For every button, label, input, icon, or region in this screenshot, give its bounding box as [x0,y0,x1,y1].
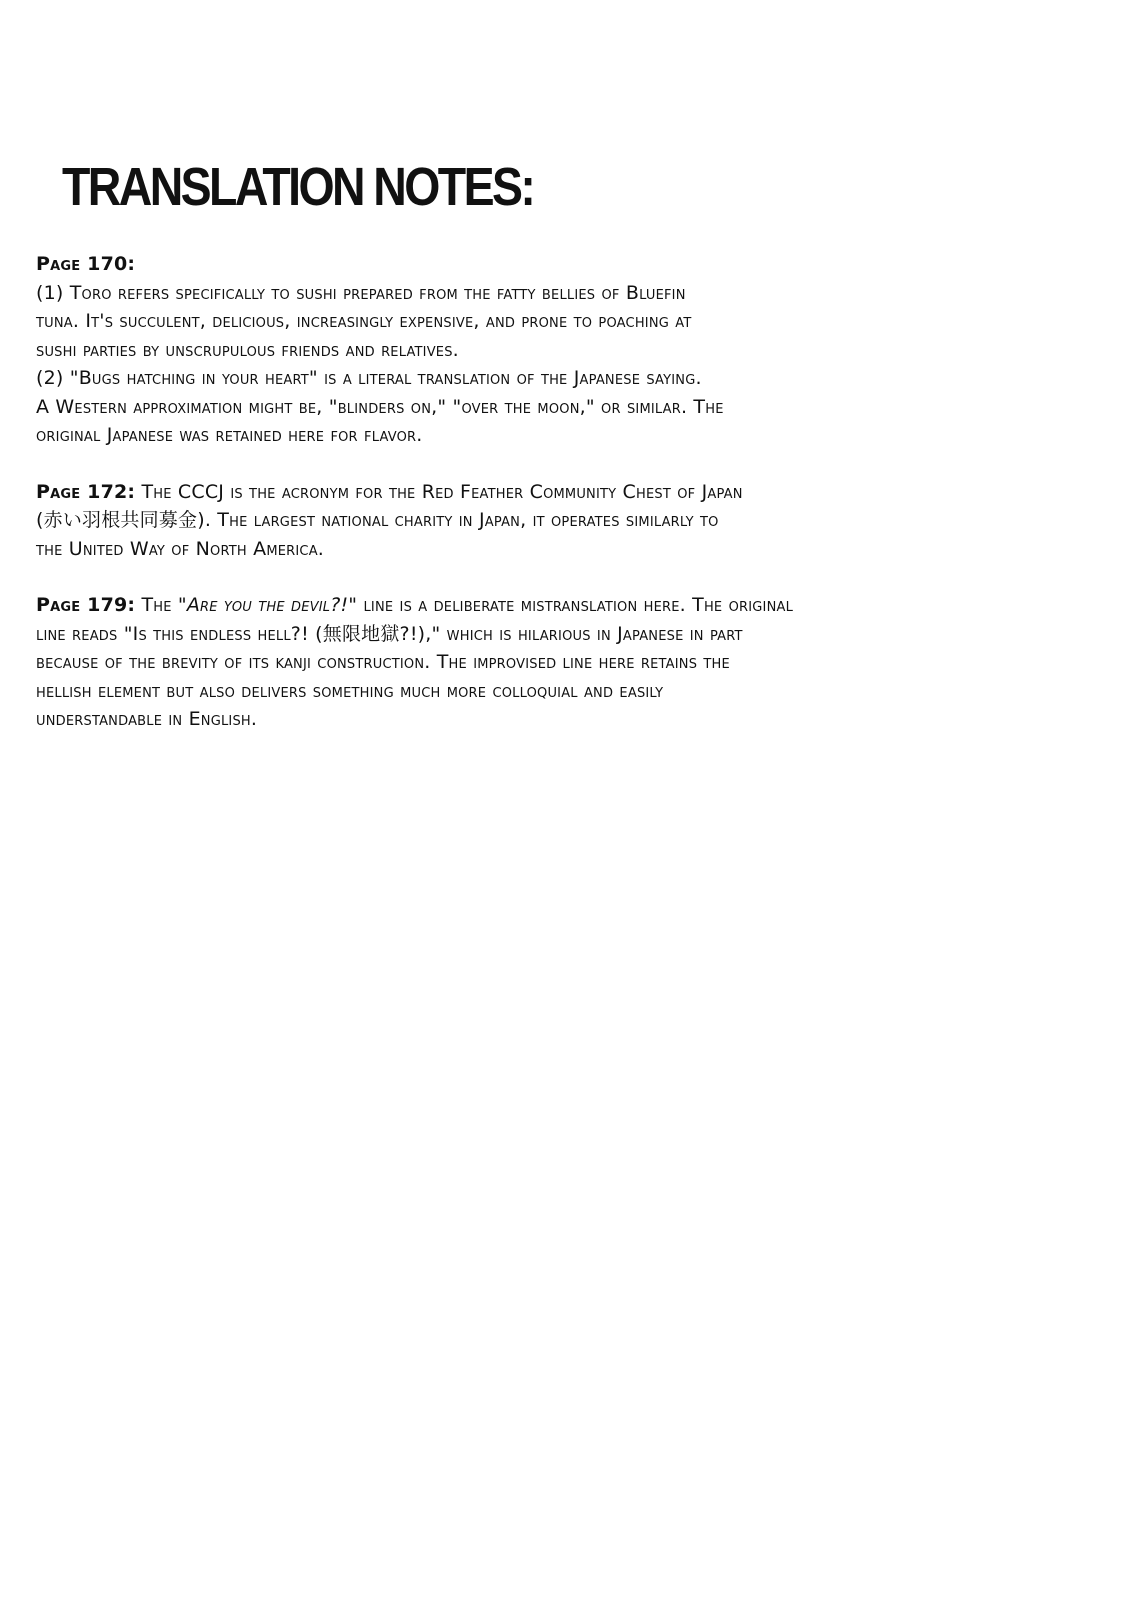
page-179-line: understandable in English. [36,708,258,730]
page-179-line: hellish element but also delivers something much more colloquial and easily [36,679,664,702]
page-170-heading: Page 170: [36,253,136,275]
page-172-first-line [36,478,976,507]
page-172-line: the United Way of North America. [36,537,325,560]
page-179-text-post: " line is a deliberate mistranslation here. The original [348,594,794,616]
page-170-line: tuna. It's succulent, delicious, increasingly expensive, and prone to poaching at [36,310,692,332]
page-179-first-line [36,591,976,620]
translation-notes [36,250,976,734]
page-title: TRANSLATION NOTES: [62,157,534,217]
page-179-text-pre: The " [135,594,187,616]
page-170-line: original Japanese was retained here for flavor. [36,424,423,446]
page-179-line: line reads "Is this endless hell?! (無限地獄?!)," which is hilarious in Japanese in part [36,622,743,645]
page-170-line: (2) "Bugs hatching in your heart" is a literal translation of the Japanese saying. [36,367,702,389]
page-179-heading: Page 179: [36,594,136,616]
page-172-line: (赤い羽根共同募金). The largest national charity in Japan, it operates similarly to [36,509,719,531]
page-172-text: The CCCJ is the acronym for the Red Feather Community Chest of Japan [135,480,743,503]
page-170-line: A Western approximation might be, "blinders on," "over the moon," or similar. The [36,395,724,418]
page-170-line: sushi parties by unscrupulous friends and relatives. [36,338,459,361]
page-172-heading: Page 172: [36,480,136,503]
page-170-line: (1) Toro refers specifically to sushi prepared from the fatty bellies of Bluefin [36,281,686,304]
page-179-italic-quote: Are you the devil?! [186,594,349,616]
page-179-line: because of the brevity of its kanji construction. The improvised line here retains the [36,651,730,673]
